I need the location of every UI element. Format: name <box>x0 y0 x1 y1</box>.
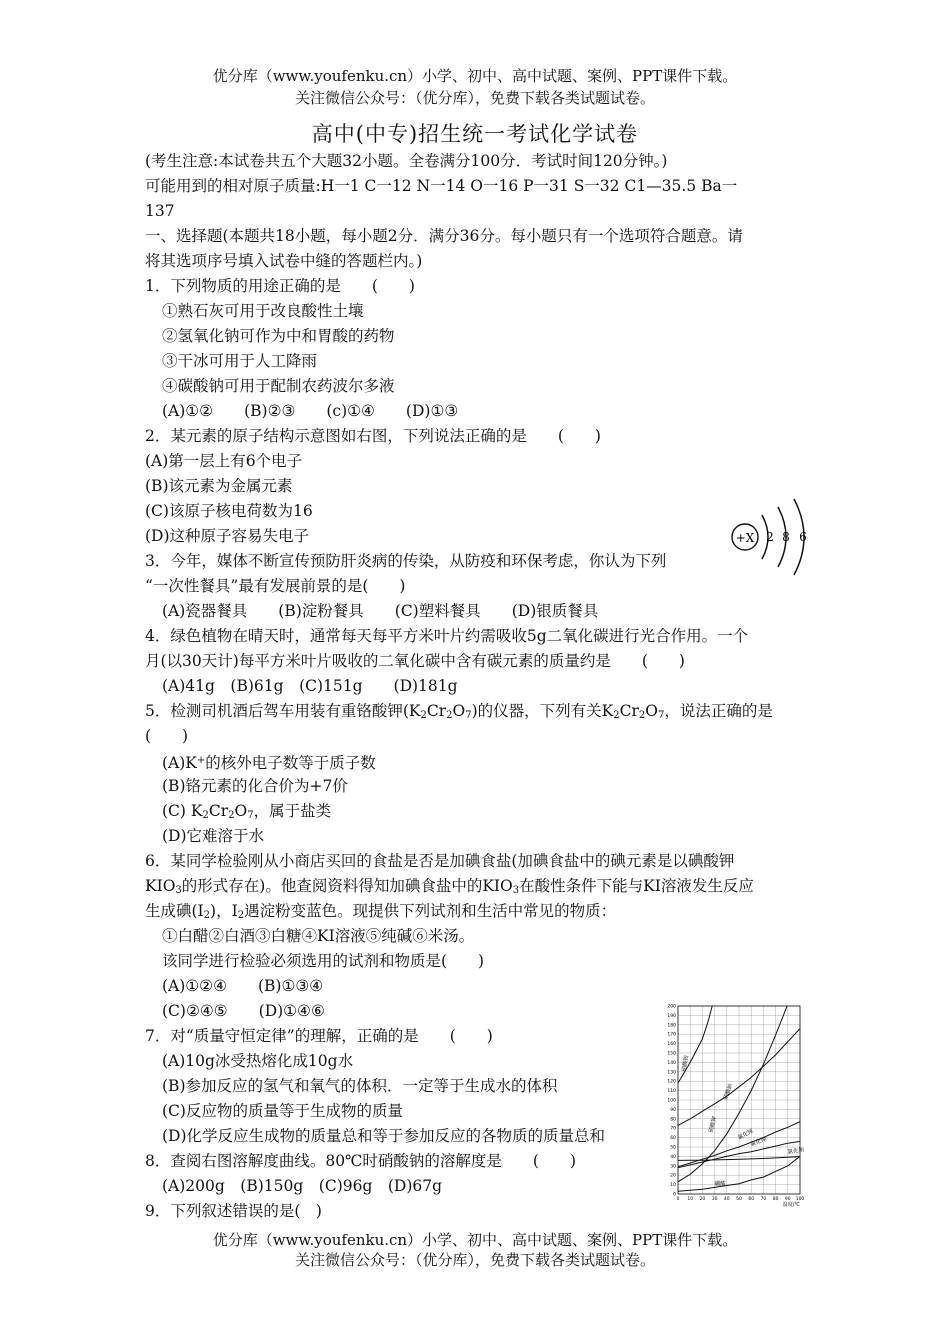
shell-1-electrons: 2 <box>766 530 774 544</box>
x-tick-label: 100 <box>795 1197 805 1202</box>
q1-statement-2: ②氢氧化钠可作为中和胃酸的药物 <box>162 327 395 345</box>
q1-options: (A)①② (B)②③ (c)①④ (D)①③ <box>162 402 459 420</box>
q8-stem: 8．查阅右图溶解度曲线。80℃时硝酸钠的溶解度是 ( ) <box>145 1152 577 1170</box>
q6-stem-line-3: 生成碘$(I_2)$，$I_2$遇淀粉变蓝色。现提供下列试剂和生活中常见的物质： <box>145 902 617 921</box>
shell-3-electrons: 6 <box>799 530 807 544</box>
series-label: 硝酸钾 <box>708 1115 719 1134</box>
y-tick-label: 200 <box>667 1004 676 1010</box>
y-tick-label: 160 <box>667 1042 676 1048</box>
x-tick-label: 30 <box>711 1197 718 1202</box>
x-tick-label: 70 <box>760 1197 767 1202</box>
x-tick-label: 60 <box>748 1197 755 1202</box>
shell-2-electrons: 8 <box>782 530 790 544</box>
q5-stem: 5．检测司机酒后驾车用装有重铬酸钾$(K_2Cr_2O_7)$的仪器，下列有关$K_2Cr_2O_7$，说法正确的是 <box>145 702 773 721</box>
atomic-masses: 可能用到的相对原子质量:H一1 C一12 N一14 O一16 P一31 S一32 C1—35.5 Ba一 <box>145 177 738 195</box>
y-tick-label: 60 <box>670 1136 676 1142</box>
q2-option-b: (B)该元素为金属元素 <box>145 477 293 495</box>
solubility-curve-chart <box>660 1002 810 1207</box>
q7-option-a: (A)10g冰受热熔化成10g水 <box>162 1052 354 1070</box>
q4-stem-line-1: 4．绿色植物在晴天时，通常每天每平方米叶片约需吸收5g二氧化碳进行光合作用。一个 <box>145 627 749 645</box>
q2-option-d: (D)这种原子容易失电子 <box>145 527 310 545</box>
q5-option-b: (B)铬元素的化合价为+7价 <box>162 777 348 795</box>
q2-option-a: (A)第一层上有6个电子 <box>145 452 303 470</box>
series-label: 硼酸 <box>714 1181 726 1188</box>
q6-options-cd: (C)②④⑤ (D)①④⑥ <box>162 1002 325 1020</box>
x-tick-label: 20 <box>699 1197 706 1202</box>
q7-option-b: (B)参加反应的氢气和氧气的体积．一定等于生成水的体积 <box>162 1077 558 1095</box>
q1-statement-3: ③干冰可用于人工降雨 <box>162 352 318 370</box>
q7-stem: 7．对“质量守恒定律”的理解，正确的是 ( ) <box>145 1027 493 1045</box>
q6-stem-line-2: $KIO_3$的形式存在)。他查阅资料得知加碘食盐中的$KIO_3$在酸性条件下能与KI溶液发生反应 <box>145 877 754 896</box>
y-tick-label: 70 <box>670 1126 676 1132</box>
series-label: 氯化钾 <box>749 1136 768 1148</box>
y-tick-label: 30 <box>670 1164 676 1170</box>
series-label: 氯化钠 <box>787 1147 805 1156</box>
q5-option-c: (C) $K_2Cr_2O_7$，属于盐类 <box>162 802 332 821</box>
y-tick-label: 10 <box>670 1183 676 1189</box>
q6-reagents: ①白醋②白酒③白糖④KI溶液⑤纯碱⑥米汤。 <box>162 927 475 945</box>
q1-stem: 1．下列物质的用途正确的是 ( ) <box>145 277 415 295</box>
q1-statement-4: ④碳酸钠可用于配制农药波尔多液 <box>162 377 395 395</box>
x-axis-label: 温度/℃ <box>782 1202 800 1207</box>
footer-line-1: 优分库（www.youfenku.cn）小学、初中、高中试题、案例、PPT课件下载。 <box>212 1231 738 1249</box>
q5-stem-cont: ( ) <box>145 727 189 745</box>
y-tick-label: 130 <box>667 1070 676 1076</box>
header-line-2: 关注微信公众号：（优分库），免费下载各类试题试卷。 <box>294 89 655 107</box>
y-tick-label: 120 <box>667 1079 676 1085</box>
q6-options-ab: (A)①②④ (B)①③④ <box>162 977 324 995</box>
y-tick-label: 150 <box>667 1051 676 1057</box>
x-tick-label: 10 <box>687 1197 694 1202</box>
section-1-line-1: 一、选择题(本题共18小题，每小题2分．满分36分。每小题只有一个选项符合题意。请 <box>145 227 743 245</box>
q4-stem-line-2: 月(以30天计)每平方米叶片吸收的二氧化碳中含有碳元素的质量约是 ( ) <box>145 652 685 670</box>
y-tick-label: 180 <box>667 1023 676 1029</box>
q8-options: (A)200g (B)150g (C)96g (D)67g <box>162 1177 443 1195</box>
atomic-masses-cont: 137 <box>145 202 175 220</box>
q7-option-d: (D)化学反应生成物的质量总和等于参加反应的各物质的质量总和 <box>162 1127 606 1145</box>
y-tick-label: 100 <box>667 1098 676 1104</box>
series-label: 硝酸铵 <box>681 1054 691 1073</box>
y-tick-label: 0 <box>673 1192 676 1198</box>
q9-stem: 9．下列叙述错误的是( ) <box>145 1202 322 1220</box>
series-label: 硝酸钠 <box>723 1083 735 1101</box>
q5-option-a: (A)K+的核外电子数等于质子数 <box>162 754 376 772</box>
y-tick-label: 190 <box>667 1013 676 1019</box>
q7-option-c: (C)反应物的质量等于生成物的质量 <box>162 1102 403 1120</box>
q2-stem: 2．某元素的原子结构示意图如右图，下列说法正确的是 ( ) <box>145 427 601 445</box>
section-1-line-2: 将其选项序号填入试卷中缝的答题栏内。) <box>145 252 423 270</box>
y-tick-label: 110 <box>667 1089 676 1095</box>
y-tick-label: 140 <box>667 1060 676 1066</box>
atom-structure-diagram <box>724 495 814 585</box>
q2-option-c: (C)该原子核电荷数为16 <box>145 502 313 520</box>
x-tick-label: 0 <box>676 1197 680 1202</box>
x-tick-label: 40 <box>723 1197 730 1202</box>
y-tick-label: 40 <box>670 1154 676 1160</box>
q5-option-d: (D)它难溶于水 <box>162 827 265 845</box>
page-title: 高中(中专)招生统一考试化学试卷 <box>311 122 639 146</box>
y-tick-label: 80 <box>670 1117 676 1123</box>
nucleus-label: +X <box>735 531 755 545</box>
q3-stem-line-2: “一次性餐具”最有发展前景的是( ) <box>145 577 406 595</box>
q3-options: (A)瓷器餐具 (B)淀粉餐具 (C)塑料餐具 (D)银质餐具 <box>162 602 599 620</box>
x-tick-label: 90 <box>784 1197 791 1202</box>
header-line-1: 优分库（www.youfenku.cn）小学、初中、高中试题、案例、PPT课件下载。 <box>212 67 738 85</box>
y-tick-label: 170 <box>667 1032 676 1038</box>
x-tick-label: 80 <box>772 1197 779 1202</box>
y-tick-label: 90 <box>670 1107 676 1113</box>
q6-stem-line-1: 6．某同学检验刚从小商店买回的食盐是否是加碘食盐(加碘食盐中的碘元素是以碘酸钾 <box>145 852 735 870</box>
footer-line-2: 关注微信公众号：（优分库），免费下载各类试题试卷。 <box>294 1251 655 1269</box>
y-tick-label: 20 <box>670 1173 676 1179</box>
q1-statement-1: ①熟石灰可用于改良酸性土壤 <box>162 302 364 320</box>
q3-stem-line-1: 3．今年，媒体不断宣传预防肝炎病的传染，从防疫和环保考虑，你认为下列 <box>145 552 667 570</box>
series-label: 氯化铵 <box>737 1128 755 1142</box>
q4-options: (A)41g (B)61g (C)151g (D)181g <box>162 677 458 695</box>
exam-notice: (考生注意:本试卷共五个大题32小题。全卷满分100分．考试时间120分钟。) <box>145 152 668 170</box>
y-tick-label: 50 <box>670 1145 676 1151</box>
q6-ask: 该同学进行检验必须选用的试剂和物质是( ) <box>162 952 485 970</box>
x-tick-label: 50 <box>736 1197 742 1202</box>
